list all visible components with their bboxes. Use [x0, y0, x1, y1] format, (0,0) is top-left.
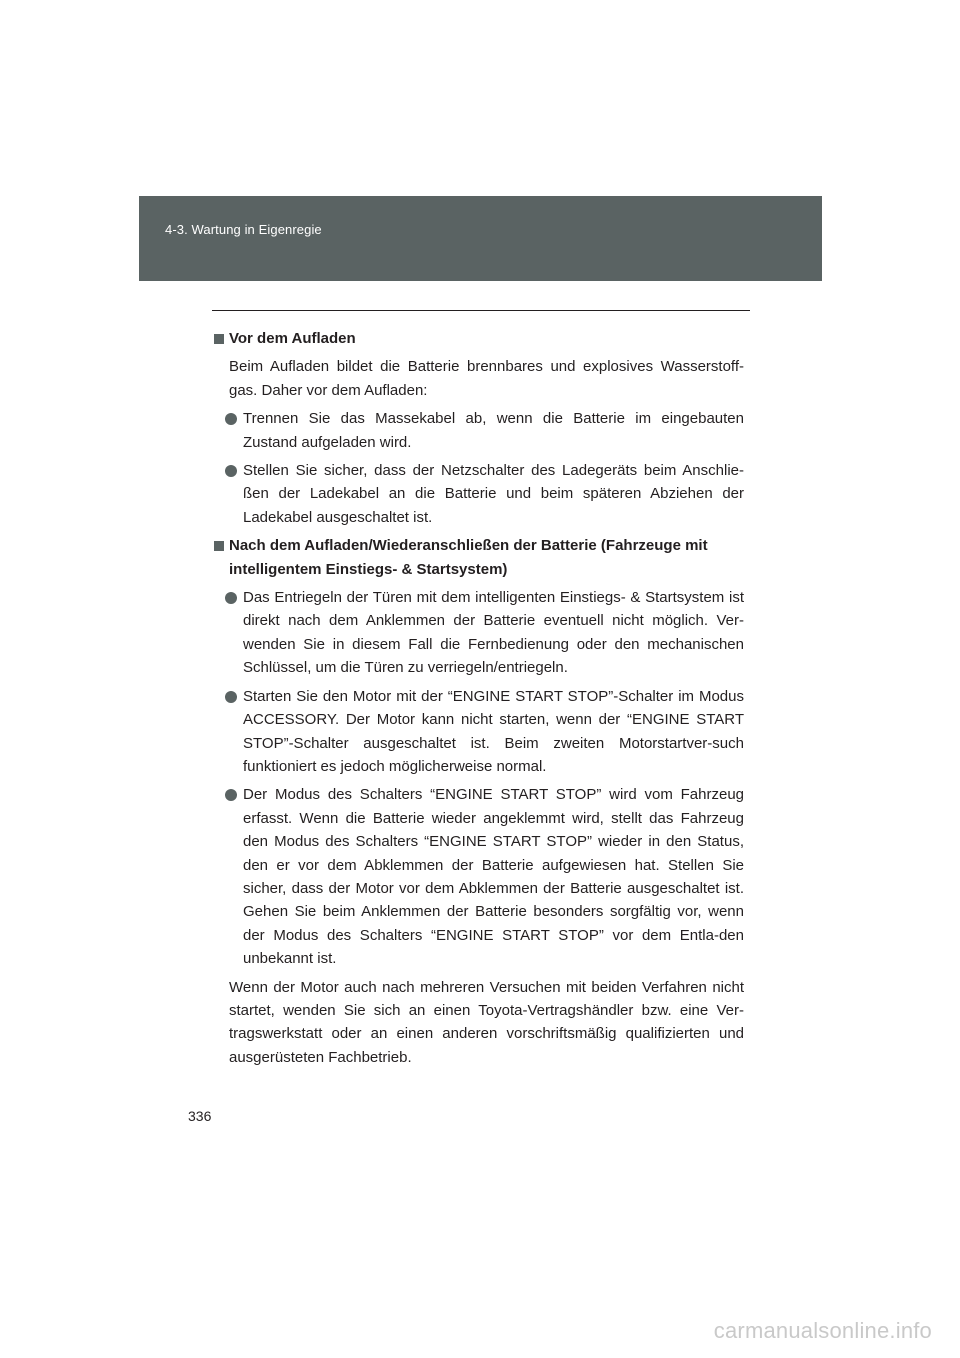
watermark: carmanualsonline.info: [713, 1318, 932, 1343]
round-bullet-icon: [225, 789, 237, 801]
square-bullet-icon: [214, 541, 224, 551]
list-item: [214, 783, 744, 970]
list-item: [214, 685, 744, 779]
list-item: [214, 407, 744, 454]
section-closing: Wenn der Motor auch nach mehreren Versuchen mit beiden Verfahren nicht startet, wenden Sie sich an einen Toyota-Vertragshändler bzw. eine Ver-tragswerkstatt oder an einen anderen vorschriftsmäßig qualifizierten und ausgerüsteten Fachbetrieb.: [229, 978, 744, 1066]
page-number: 336: [188, 1108, 212, 1124]
section-divider: [212, 310, 750, 311]
list-item-text: Starten Sie den Motor mit der “ENGINE START STOP”-Schalter im Modus ACCESSORY. Der Motor kann nicht starten, wenn der “ENGINE START STOP”-Schalter ausgeschaltet ist. Beim zweiten Motorstartver-such funktioniert es jedoch möglicherweise normal.: [243, 687, 744, 775]
list-item-text: Das Entriegeln der Türen mit dem intelligenten Einstiegs- & Startsystem ist direkt nach dem Anklemmen der Batterie eventuell nicht möglich. Ver-wenden Sie in diesem Fall die Fernbedienung oder den mechanischen Schlüssel, um die Türen zu verriegeln/entriegeln.: [243, 589, 744, 677]
section-intro: Beim Aufladen bildet die Batterie brennbares und explosives Wasserstoff-gas. Daher vor dem Aufladen:: [229, 358, 744, 399]
list-item-text: Stellen Sie sicher, dass der Netzschalter des Ladegeräts beim Anschlie-ßen der Ladekabel an die Batterie und beim späteren Abziehen der Ladekabel ausgeschaltet ist.: [243, 462, 744, 526]
round-bullet-icon: [225, 413, 237, 425]
square-bullet-icon: [214, 334, 224, 344]
list-item-text: Trennen Sie das Massekabel ab, wenn die Batterie im eingebauten Zustand aufgeladen wird.: [243, 410, 744, 451]
chapter-title: 4-3. Wartung in Eigenregie: [165, 222, 322, 237]
section-heading-before-charging: [214, 327, 744, 350]
section-heading-after-charging: [214, 534, 744, 581]
section-heading-text: Vor dem Aufladen: [229, 330, 356, 347]
list-item: [214, 586, 744, 680]
page-content: [214, 327, 744, 1069]
list-item-text: Der Modus des Schalters “ENGINE START STOP” wird vom Fahrzeug erfasst. Wenn die Batterie wieder angeklemmt wird, stellt das Fahrzeug den Modus des Schalters “ENGINE START STOP” wieder in den Status, den er vor dem Abklemmen der Batterie aufgewiesen hat. Stellen Sie sicher, dass der Motor vor dem Abklemmen der Batterie ausgeschaltet ist. Gehen Sie beim Anklemmen der Batterie besonders sorgfältig vor, wenn der Modus des Schalters “ENGINE START STOP” vor dem Entla-den unbekannt ist.: [243, 786, 744, 968]
section-heading-text: Nach dem Aufladen/Wiederanschließen der Batterie (Fahrzeuge mit intelligentem Einstiegs- & Startsystem): [229, 537, 708, 578]
list-item: [214, 459, 744, 529]
round-bullet-icon: [225, 691, 237, 703]
round-bullet-icon: [225, 465, 237, 477]
round-bullet-icon: [225, 592, 237, 604]
chapter-header-band: [139, 196, 822, 281]
